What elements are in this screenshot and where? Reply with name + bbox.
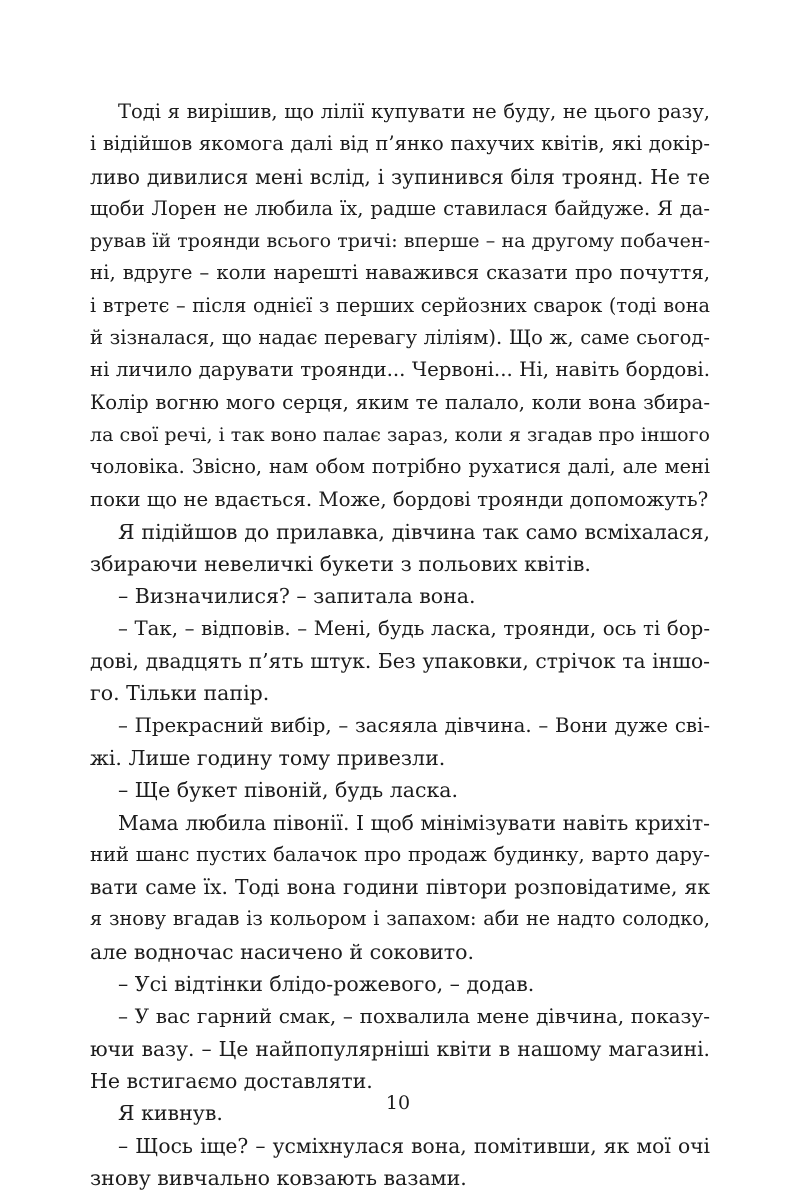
text-line: ла свої речі, і так воно палає зараз, коли я згадав про іншого (90, 423, 710, 446)
text-line: ні личило дарувати троянди... Червоні... Ні, навіть бордові. (90, 358, 710, 382)
text-line: – Прекрасний вибір, – засяяла дівчина. – Вони дуже сві- (118, 713, 710, 737)
text-line: щоби Лорен не любила їх, радше ставилася байдуже. Я да- (90, 196, 710, 220)
page-number: 10 (385, 1092, 411, 1114)
text-line: Тоді я вирішив, що лілії купувати не буду, не цього разу, (118, 100, 710, 123)
text-line: – У вас гарний смак, – похвалила мене дівчина, показу- (118, 1004, 710, 1029)
text-line: – Визначилися? – запитала вона. (118, 584, 476, 609)
text-line: ливо дивилися мені вслід, і зупинився біля троянд. Не те (90, 164, 710, 189)
text-line: і втретє – після однієї з перших серйозних сварок (тоді вона (90, 293, 710, 317)
text-line: Я кивнув. (118, 1101, 223, 1126)
text-line: й зізналася, що надає перевагу ліліям). Що ж, саме сьогод- (90, 326, 710, 350)
text-line: вати саме їх. Тоді вона години півтори розповідатиме, як (90, 875, 710, 900)
text-line: збираючи невеличкі букети з польових квітів. (90, 552, 591, 577)
text-line: ний шанс пустих балачок про продаж будинку, варто дару- (90, 842, 710, 866)
text-line: ючи вазу. – Це найпопулярніші квіти в нашому магазині. (90, 1036, 710, 1061)
text-line: – Усі відтінки блідо-рожевого, – додав. (118, 972, 535, 997)
text-line: знову вивчально ковзають вазами. (90, 1165, 467, 1190)
text-line: жі. Лише годину тому привезли. (90, 745, 446, 770)
text-line: ні, вдруге – коли нарешті наважився сказати про почуття, (90, 261, 710, 285)
text-line: рував їй троянди всього тричі: вперше – на другому побачен- (90, 230, 710, 253)
text-line: і відійшов якомога далі від п’янко пахучих квітів, які докір- (90, 132, 710, 156)
text-line: я знову вгадав із кольором і запахом: аби не надто солодко, (90, 907, 710, 931)
text-line: – Щось іще? – усміхнулася вона, помітивши, як мої очі (118, 1133, 710, 1158)
text-line: Не встигаємо доставляти. (90, 1068, 373, 1093)
text-line: дові, двадцять п’ять штук. Без упаковки, стрічок та іншо- (90, 649, 710, 674)
text-line: Мама любила півонії. І щоб мінімізувати навіть крихіт- (118, 810, 710, 835)
text-line: – Ще букет півоній, будь ласка. (118, 778, 459, 803)
body-text (90, 96, 710, 1194)
text-line: але водночас насичено й соковито. (90, 939, 474, 964)
text-line: – Так, – відповів. – Мені, будь ласка, троянди, ось ті бор- (118, 616, 710, 640)
text-line: поки що не вдається. Може, бордові троянди допоможуть? (90, 487, 709, 511)
text-line: Колір вогню мого серця, яким те палало, коли вона збира- (90, 390, 710, 414)
text-line: го. Тільки папір. (90, 681, 270, 706)
text-line: чоловіка. Звісно, нам обом потрібно рухатися далі, але мені (90, 455, 710, 479)
text-line: Я підійшов до прилавка, дівчина так само всміхалася, (118, 519, 710, 544)
